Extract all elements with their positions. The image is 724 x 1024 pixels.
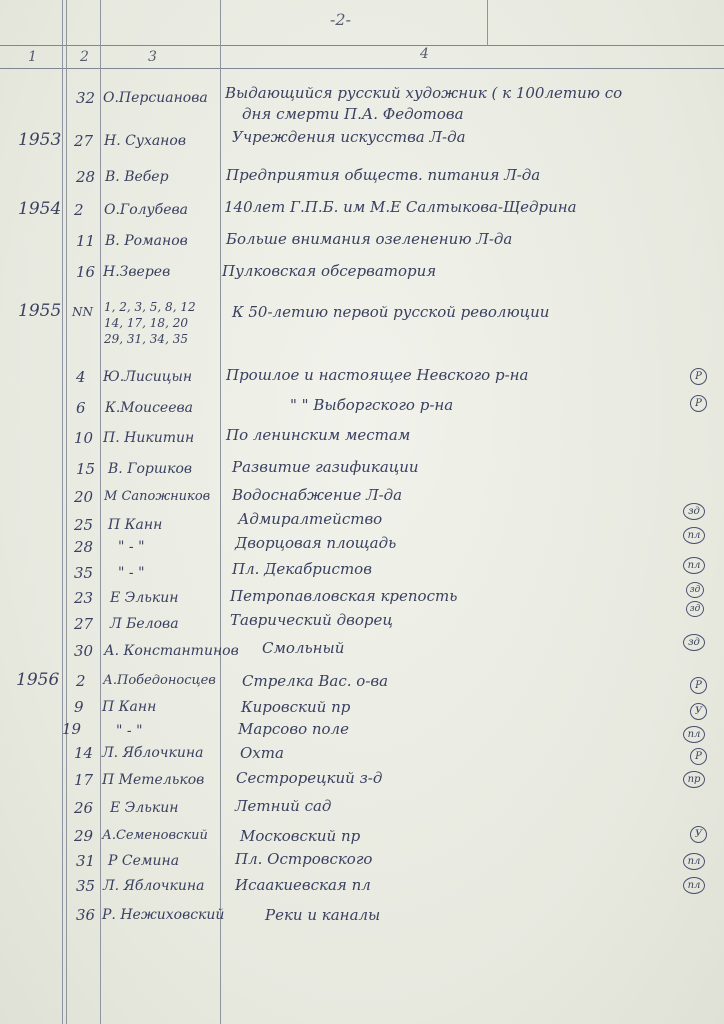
issue-numbers-line-3: 29, 31, 34, 35 xyxy=(104,332,188,346)
entry-number: 35 xyxy=(76,877,96,895)
entry-number: 6 xyxy=(76,399,86,417)
entry-title: Пл. Островского xyxy=(235,850,373,868)
year-label: 1955 xyxy=(18,301,62,321)
entry-number: 2 xyxy=(74,201,84,219)
column-header-1: 1 xyxy=(28,49,37,65)
entry-number: 2 xyxy=(76,672,86,690)
page-number: -2- xyxy=(330,10,351,29)
entry-number: 23 xyxy=(74,589,94,607)
entry-number: 30 xyxy=(74,642,94,660)
entry-author: К.Моисеева xyxy=(105,400,193,416)
entry-title: Реки и каналы xyxy=(265,906,381,924)
entry-number: 9 xyxy=(74,698,84,716)
entry-author: Р. Нежиховский xyxy=(102,907,225,923)
top-rule xyxy=(0,45,724,46)
entry-title: Петропавловская крепость xyxy=(230,587,458,605)
entry-title: Охта xyxy=(240,744,284,762)
mark-circle: У xyxy=(690,826,707,843)
entry-author: А. Константинов xyxy=(104,643,239,659)
entry-author: Е Элькин xyxy=(110,590,179,606)
mark-circle: пл xyxy=(683,726,705,743)
entry-title: Московский пр xyxy=(240,827,361,845)
entry-author: Е Элькин xyxy=(110,800,179,816)
column-divider-1b xyxy=(66,0,67,1024)
mark-circle: Р xyxy=(690,748,707,765)
entry-title: Кировский пр xyxy=(241,698,351,716)
entry-title: Летний сад xyxy=(235,797,332,815)
issue-numbers-line-1: 1, 2, 3, 5, 8, 12 xyxy=(104,300,196,314)
entry-number: 16 xyxy=(76,263,96,281)
entry-author: В. Вебер xyxy=(105,169,169,185)
mark-circle: пл xyxy=(683,877,705,894)
entry-author: Ю.Лисицын xyxy=(103,369,193,385)
entry-author: Н. Суханов xyxy=(104,133,186,149)
mark-circle: зд xyxy=(686,601,704,617)
entry-title: Развитие газификации xyxy=(232,458,419,476)
entry-author: А.Победоносцев xyxy=(103,673,216,688)
entry-author: П. Никитин xyxy=(103,430,195,446)
entry-number: 29 xyxy=(74,827,94,845)
mark-circle: пл xyxy=(683,853,705,870)
mark-circle: У xyxy=(690,703,707,720)
mark-circle: зд xyxy=(686,582,704,598)
entry-number: 36 xyxy=(76,906,96,924)
entry-author: Р Семина xyxy=(108,853,180,869)
entry-title: Выдающийся русский художник ( к 100летию со xyxy=(225,84,623,102)
entry-author: В. Горшков xyxy=(108,461,193,477)
entry-author: " - " xyxy=(116,723,143,739)
entry-number: 28 xyxy=(76,168,96,186)
entry-title: Пулковская обсерватория xyxy=(222,262,437,280)
year-label: 1956 xyxy=(16,670,60,690)
entry-author: П Канн xyxy=(108,517,163,533)
entry-number: 11 xyxy=(76,232,96,250)
column-divider-2 xyxy=(100,0,101,1024)
mark-circle: зд xyxy=(683,503,705,520)
entry-author: Л Белова xyxy=(110,616,179,632)
entry-number: 26 xyxy=(74,799,94,817)
entry-title: 140лет Г.П.Б. им М.Е Салтыкова-Щедрина xyxy=(224,198,577,216)
entry-number: 20 xyxy=(74,488,94,506)
entry-author: А.Семеновский xyxy=(102,828,208,843)
entry-number: 35 xyxy=(74,564,94,582)
entry-number: 27 xyxy=(74,132,94,150)
entry-number: 17 xyxy=(74,771,94,789)
entry-author: П Метельков xyxy=(102,772,205,788)
entry-title: Пл. Декабристов xyxy=(232,560,372,578)
entry-title: Учреждения искусства Л-да xyxy=(232,128,466,146)
mark-circle: пл xyxy=(683,527,705,544)
entry-number: 31 xyxy=(76,852,96,870)
mark-circle: Р xyxy=(690,677,707,694)
entry-title: " " Выборгского р-на xyxy=(290,396,454,414)
column-header-2: 2 xyxy=(80,49,89,65)
entry-number: NN xyxy=(72,305,93,319)
entry-number: 10 xyxy=(74,429,94,447)
entry-title: Таврический дворец xyxy=(230,611,393,629)
entry-author: " - " xyxy=(118,565,145,581)
entry-number: 14 xyxy=(74,744,94,762)
entry-title: Стрелка Вас. о-ва xyxy=(242,672,389,690)
entry-author: " - " xyxy=(118,539,145,555)
entry-author: Н.Зверев xyxy=(103,264,171,280)
mark-circle: пр xyxy=(683,771,705,788)
entry-number: 4 xyxy=(76,368,86,386)
entry-author: О.Персианова xyxy=(103,90,208,106)
entry-title: Марсово поле xyxy=(238,720,349,738)
entry-title: Больше внимания озеленению Л-да xyxy=(226,230,513,248)
entry-title-continuation: дня смерти П.А. Федотова xyxy=(242,105,464,123)
entry-author: М Сапожников xyxy=(104,489,211,504)
entry-title: Сестрорецкий з-д xyxy=(236,769,383,787)
entry-author: Л. Яблочкина xyxy=(103,878,205,894)
entry-number: 27 xyxy=(74,615,94,633)
entry-number: 32 xyxy=(76,89,96,107)
mark-circle: Р xyxy=(690,395,707,412)
year-label: 1954 xyxy=(18,199,62,219)
entry-number: 25 xyxy=(74,516,94,534)
column-divider-3 xyxy=(220,0,221,1024)
column-header-4: 4 xyxy=(420,46,429,62)
entry-title: Смольный xyxy=(262,639,345,657)
entry-title: По ленинским местам xyxy=(226,426,411,444)
entry-title: Исаакиевская пл xyxy=(235,876,371,894)
year-label: 1953 xyxy=(18,130,62,150)
entry-number: 28 xyxy=(74,538,94,556)
entry-title: Предприятия обществ. питания Л-да xyxy=(226,166,541,184)
entry-title: Дворцовая площадь xyxy=(235,534,397,552)
issue-numbers-line-2: 14, 17, 18, 20 xyxy=(104,316,188,330)
entry-title: Водоснабжение Л-да xyxy=(232,486,403,504)
header-rule xyxy=(0,68,724,69)
entry-title: Адмиралтейство xyxy=(238,510,383,528)
entry-author: П Канн xyxy=(102,699,157,715)
column-divider-top xyxy=(487,0,488,46)
entry-author: В. Романов xyxy=(105,233,188,249)
mark-circle: Р xyxy=(690,368,707,385)
mark-circle: пл xyxy=(683,557,705,574)
entry-author: О.Голубева xyxy=(104,202,188,218)
entry-title: Прошлое и настоящее Невского р-на xyxy=(226,366,529,384)
entry-author: Л. Яблочкина xyxy=(102,745,204,761)
column-header-3: 3 xyxy=(148,49,157,65)
mark-circle: зд xyxy=(683,634,705,651)
entry-title: К 50-летию первой русской революции xyxy=(232,303,550,321)
entry-number: 19 xyxy=(62,720,82,738)
entry-number: 15 xyxy=(76,460,96,478)
column-divider-1 xyxy=(62,0,63,1024)
